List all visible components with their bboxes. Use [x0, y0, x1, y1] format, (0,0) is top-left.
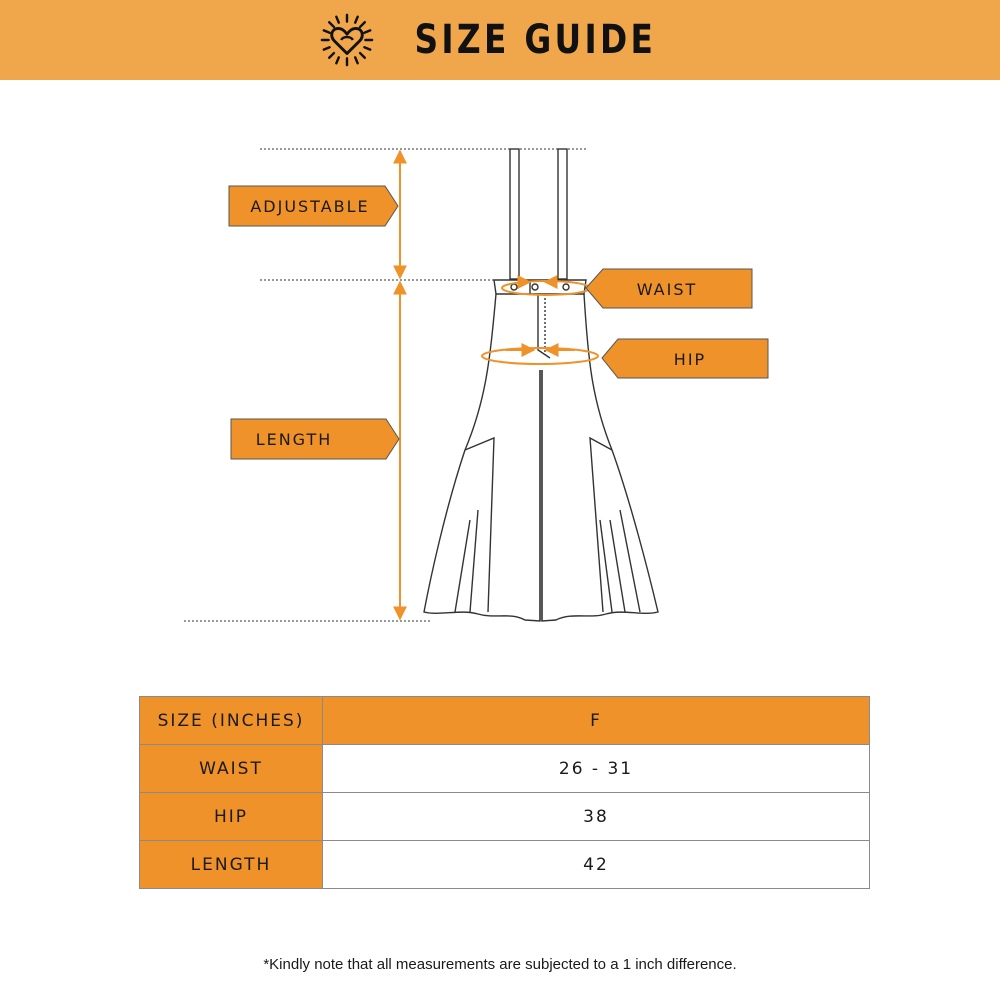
row-value-length: 42 [323, 841, 870, 889]
header-banner [0, 0, 1000, 80]
table-header-value: F [323, 697, 870, 745]
row-label-waist: WAIST [140, 745, 323, 793]
label-length [231, 419, 399, 459]
table-header-label: SIZE (INCHES) [140, 697, 323, 745]
row-value-hip: 38 [323, 793, 870, 841]
row-value-waist: 26 - 31 [323, 745, 870, 793]
table-row [140, 793, 870, 841]
label-hip [602, 339, 768, 378]
size-table [139, 696, 870, 889]
label-length-text: LENGTH [255, 430, 333, 449]
row-label-length: LENGTH [140, 841, 323, 889]
measurement-note: *Kindly note that all measurements are subjected to a 1 inch difference. [263, 956, 737, 973]
table-header-row [140, 697, 870, 745]
label-waist-text: WAIST [636, 280, 698, 299]
label-hip-text: HIP [673, 350, 707, 369]
skirt-measurement-diagram [0, 100, 1000, 660]
heart-sun-logo-icon [318, 11, 376, 69]
table-row [140, 745, 870, 793]
skirt-illustration [424, 149, 658, 621]
page-title: SIZE GUIDE [414, 17, 656, 63]
label-adjustable [229, 186, 398, 226]
label-adjustable-text: ADJUSTABLE [250, 197, 370, 216]
table-row [140, 841, 870, 889]
label-waist [586, 269, 752, 308]
row-label-hip: HIP [140, 793, 323, 841]
